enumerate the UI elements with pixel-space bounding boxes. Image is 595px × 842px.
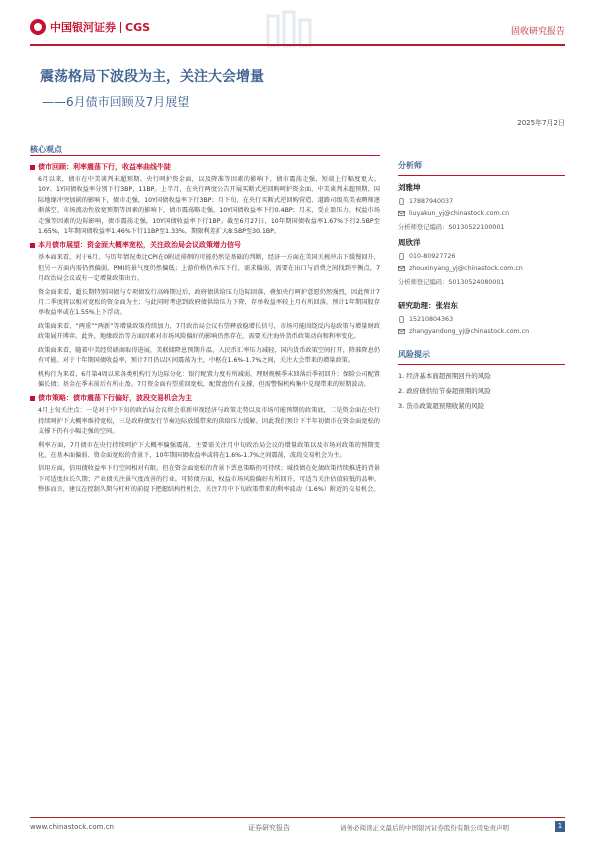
email-text[interactable]: zhouxinyang_yj@chinastock.com.cn bbox=[409, 265, 523, 272]
phone-text: 15210804363 bbox=[409, 316, 454, 323]
analyst-heading: 分析师 bbox=[398, 160, 565, 176]
analyst-email[interactable] bbox=[398, 265, 565, 272]
paragraph: 6月以来，债市在中美谈判未超预期、央行呵护资金面，以及降准等因素的影响下，债市震荡走强，短端上行幅度更大。10Y、1Y国债收益率分别下行3BP、11BP。上半月，在央行两度公告开展买断式逆回购呵护资金面、中美谈判未超预期、国际地缘冲突加剧的影响下，债市走强，10Y国债收益率下行3BP；月下旬，在央行买断式逆回购营造、道路司级英美表聘师逐渐落空、市场流动性放宽预期等因素的影响下，债市震荡略走强，10Y国债收益率下行0.4BP；月末，受止盈压力、权益市场走强等因素的边际影响，债市震荡走强，10Y国债收益率下行1BP。截至6月27日，10年期国债收益率1.67%下行2.5BP至1.65%，1年期国债收益率1.46%下行11BP至1.33%，期限利差扩大8.5BP至30.1BP。 bbox=[38, 176, 380, 236]
paragraph: 信用方面，信用债收益率下行空间相对有限，但在资金面宽松的背景下票息策略仍可持续；城投债在化债政策持续推进的背景下可适度拉长久期；产业债关注景气度改善的行业。可转债方面，权益市场风险偏好有所回升，可适当关注估值较低的品种。整体而言，建议在控制久期与杠杆的前提下把握结构性机会，关注7月中下旬政策带来的利率波动（1.6%）附近的交易机会。 bbox=[38, 465, 380, 494]
main-content bbox=[30, 160, 380, 499]
paragraph: 4月上旬关注点：一是对于中下旬的政治局会议将会重新审视经济与政策走势以及市场可能预期的政策底，二是资金面在央行持续呵护下大概率维持宽松，三是政府债发行节奏边际放缓带来的供给压力缓解。因此我们预计下半年初债市在资金面宽松的支撑下仍有小幅走强的空间。 bbox=[38, 407, 380, 436]
risk-item: 1. 经济基本面超预期回升的风险 bbox=[398, 372, 491, 380]
section-strategy bbox=[30, 393, 380, 495]
analyst-email[interactable] bbox=[398, 210, 565, 217]
sidebar bbox=[398, 160, 565, 410]
section-outlook bbox=[30, 240, 380, 390]
brand-name: 中国银河证券 bbox=[50, 21, 116, 34]
analyst-cert: 分析师登记编码：S0130524080001 bbox=[398, 279, 505, 286]
assistant-phone bbox=[398, 316, 565, 323]
footer-divider bbox=[30, 817, 565, 818]
phone-icon bbox=[398, 198, 405, 205]
paragraph: 资金面来看，超长期特别国债与专项债发行高峰期过后，政府债供给压力边际回落，叠加央行呵护意愿仍然强烈，因此预计7月二季度将以相对宽松的资金面为主；与此同时考虑到政府债供给压力下降，存单收益率较上月有所回落，预计1年期国股存单收益率或在1.55%上下浮动。 bbox=[38, 288, 380, 317]
risk-item: 2. 政府债供给节奏超预期的风险 bbox=[398, 387, 491, 395]
brand-separator bbox=[120, 22, 121, 33]
paragraph: 利率方面，7月债市在央行持续呵护下大概率偏强震荡，主要需关注月中旬政治局会议的增量政策以及市场对政策的预期变化。在基本面偏弱、资金面宽松的背景下，10年期国债收益率或将在1.6%-1.7%之间震荡，波段交易机会为主。 bbox=[38, 441, 380, 459]
assistant-email[interactable] bbox=[398, 328, 565, 335]
paragraph: 机构行为来看，6月第4周以来各类机构行为边际分化：银行配置力度有所减弱，理财规模季末回落后季初回升；保险公司配置偏长债；基金在季末前后有所止盈。7月资金面有望重回宽松，配置盘仍有支撑，但需警惕机构集中兑现带来的短期波动。 bbox=[38, 370, 380, 388]
report-type: 固收研究报告 bbox=[510, 27, 565, 37]
paragraph: 政策面来看，随着中美经贸磋商取得进展，美联储降息预期升温，人民币汇率压力减轻，国内货币政策空间打开，降准降息仍有可能。对于十年期国债收益率，预计7月仍以区间震荡为主，中枢在1.6%-1.7%之间，关注大会带来的增量政策。 bbox=[38, 346, 380, 365]
footer-label: 证券研究报告 bbox=[248, 824, 290, 832]
phone-text: 17887940037 bbox=[409, 198, 454, 205]
phone-text: 010-80927726 bbox=[409, 253, 456, 260]
header-divider bbox=[30, 44, 565, 46]
core-views-divider bbox=[30, 155, 380, 156]
analyst-name: 周欣洋 bbox=[398, 238, 421, 247]
assistant-heading: 研究助理：张岩东 bbox=[398, 301, 458, 310]
analyst-phone bbox=[398, 253, 565, 260]
risk-item: 3. 货币政策超预期收紧的风险 bbox=[398, 402, 485, 410]
report-title: 震荡格局下波段为主，关注大会增量 bbox=[40, 69, 264, 85]
section-bullet-icon bbox=[30, 243, 35, 248]
section-title: 债市策略：债市震荡下行偏好，波段交易机会为主 bbox=[38, 394, 192, 403]
paragraph: 政策面来看，“两重”“两新”等增量政策持续加力，7月政治局会议有望释放稳增长信号，市场可能围绕反内卷政策与增量财政政策展开博弈。此外，地缘政治等方面因素对市场风险偏好的影响仍然存在，需要关注海外货币政策动向和利率变化。 bbox=[38, 322, 380, 341]
phone-icon bbox=[398, 316, 405, 323]
email-icon bbox=[398, 265, 405, 272]
section-review bbox=[30, 162, 380, 237]
analyst-phone bbox=[398, 198, 565, 205]
email-icon bbox=[398, 328, 405, 335]
footer-url[interactable]: www.chinastock.com.cn bbox=[30, 823, 114, 831]
section-bullet-icon bbox=[30, 396, 35, 401]
brand-logo-icon bbox=[30, 19, 46, 35]
core-views-label: 核心观点 bbox=[30, 145, 62, 154]
email-text[interactable]: zhangyandong_yj@chinastock.com.cn bbox=[409, 328, 530, 335]
header-decoration-icon bbox=[250, 10, 330, 58]
page-number: 1 bbox=[555, 821, 565, 832]
phone-icon bbox=[398, 253, 405, 260]
analyst-cert: 分析师登记编码：S0130522100001 bbox=[398, 224, 505, 231]
risk-heading: 风险提示 bbox=[398, 349, 565, 365]
paragraph: 基本面来看，对于6月，与历年情况类比CPI在0附近徘徊的可能仍然是基础的判断，经济一方面在美国关税冲击下缓慢回升，但另一方面内需仍然偏弱，PMI的景气度仍然偏低；上游价格仍承压下行，需求偏弱，需要在出口与消费之间找到平衡点，7月政治局会议或有一定增量政策出台。 bbox=[38, 254, 380, 283]
brand-logo bbox=[30, 19, 150, 35]
footer-disclaimer: 请务必阅读正文最后的中国银河证券股份有限公司免责声明 bbox=[340, 824, 509, 832]
section-bullet-icon bbox=[30, 165, 35, 170]
report-date: 2025年7月2日 bbox=[517, 119, 565, 127]
analyst-name: 刘雅坤 bbox=[398, 183, 421, 192]
section-title: 本月债市展望：资金面大概率宽松，关注政治局会议政策增力信号 bbox=[38, 241, 241, 250]
brand-abbr: CGS bbox=[125, 20, 151, 34]
report-subtitle: ——6月债市回顾及7月展望 bbox=[42, 95, 190, 109]
email-icon bbox=[398, 210, 405, 217]
email-text[interactable]: liuyakun_yj@chinastock.com.cn bbox=[409, 210, 510, 217]
section-title: 债市回顾：利率震荡下行，收益率曲线牛陡 bbox=[38, 163, 171, 171]
